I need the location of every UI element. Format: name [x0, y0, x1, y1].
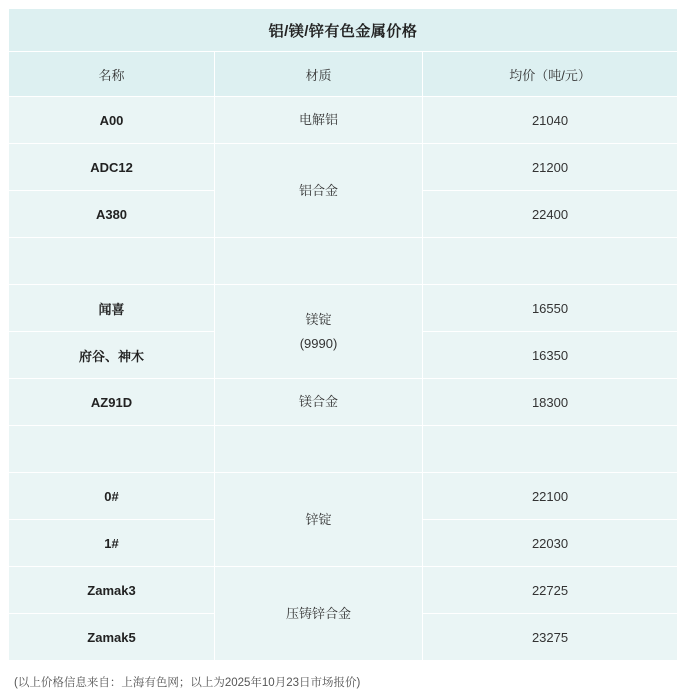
- row-material-line2: (9990): [299, 335, 338, 351]
- metal-price-table: [8, 8, 678, 661]
- row-name: AZ91D: [9, 379, 215, 426]
- column-header-price: 均价（吨/元）: [423, 52, 678, 97]
- row-name: 1#: [9, 520, 215, 567]
- spacer-cell-material: [215, 238, 423, 285]
- row-name: ADC12: [9, 144, 215, 191]
- row-price: 16550: [423, 285, 678, 332]
- table-header-row: [9, 52, 678, 97]
- table-row: [9, 97, 678, 144]
- spacer-cell-name: [9, 426, 215, 473]
- row-name: Zamak5: [9, 614, 215, 661]
- table-row: [9, 285, 678, 332]
- row-material: 铝合金: [215, 144, 423, 238]
- row-material: 电解铝: [215, 97, 423, 144]
- row-material: 锌锭: [215, 473, 423, 567]
- table-spacer-row: [9, 238, 678, 285]
- row-material: 镁合金: [215, 379, 423, 426]
- row-material: [215, 285, 423, 379]
- row-material: 压铸锌合金: [215, 567, 423, 661]
- row-price: 22030: [423, 520, 678, 567]
- row-name: Zamak3: [9, 567, 215, 614]
- row-name: 0#: [9, 473, 215, 520]
- table-title-row: [9, 9, 678, 52]
- row-price: 22400: [423, 191, 678, 238]
- table-spacer-row: [9, 426, 678, 473]
- row-price: 21040: [423, 97, 678, 144]
- column-header-name: 名称: [9, 52, 215, 97]
- row-name: A00: [9, 97, 215, 144]
- row-price: 16350: [423, 332, 678, 379]
- table-row: [9, 144, 678, 191]
- row-name: A380: [9, 191, 215, 238]
- row-price: 21200: [423, 144, 678, 191]
- spacer-cell-name: [9, 238, 215, 285]
- row-price: 22725: [423, 567, 678, 614]
- spacer-cell-price: [423, 238, 678, 285]
- row-material-line1: 镁锭: [305, 312, 332, 328]
- spacer-cell-material: [215, 426, 423, 473]
- column-header-material: 材质: [215, 52, 423, 97]
- table-row: [9, 473, 678, 520]
- row-name: 闻喜: [9, 285, 215, 332]
- spacer-cell-price: [423, 426, 678, 473]
- row-price: 23275: [423, 614, 678, 661]
- row-price: 18300: [423, 379, 678, 426]
- page-title: 铝/镁/锌有色金属价格: [9, 9, 678, 52]
- table-row: [9, 567, 678, 614]
- row-price: 22100: [423, 473, 678, 520]
- row-name: 府谷、神木: [9, 332, 215, 379]
- source-footnote: (以上价格信息来自：上海有色网；以上为2025年10月23日市场报价): [14, 677, 361, 689]
- table-row: [9, 379, 678, 426]
